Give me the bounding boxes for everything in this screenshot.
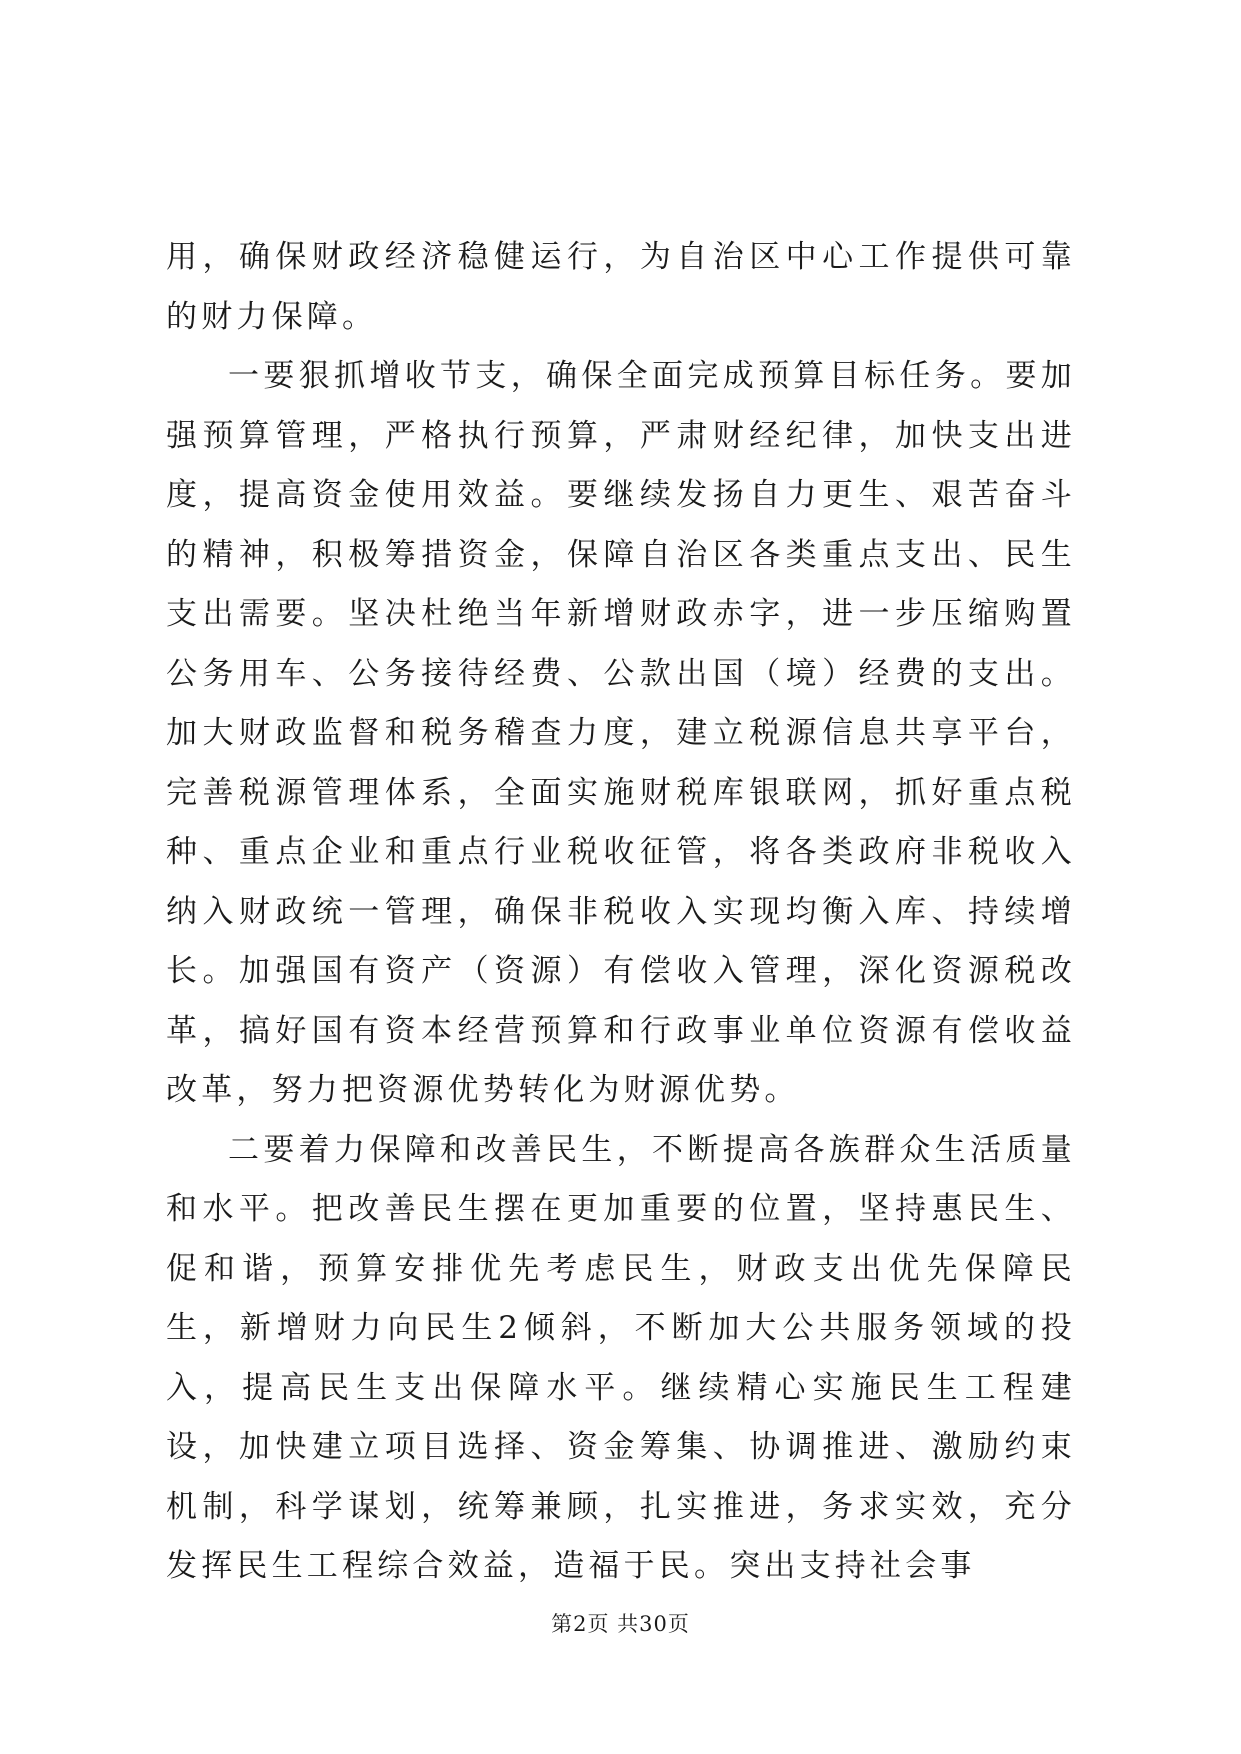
page-footer: 第2页 共30页 xyxy=(551,1612,690,1636)
paragraph-continuation: 用，确保财政经济稳健运行，为自治区中心工作提供可靠的财力保障。 xyxy=(166,239,1076,335)
document-body xyxy=(166,228,1076,1597)
paragraph-livelihood: 二要着力保障和改善民生，不断提高各族群众生活质量和水平。把改善民生摆在更加重要的位置，坚持惠民生、促和谐，预算安排优先考虑民生，财政支出优先保障民生，新增财力向民生2倾斜，不断加大公共服务领域的投入，提高民生支出保障水平。继续精心实施民生工程建设，加快建立项目选择、资金筹集、协调推进、激励约束机制，科学谋划，统筹兼顾，扎实推进，务求实效，充分发挥民生工程综合效益，造福于民。突出支持社会事 xyxy=(166,1131,1076,1584)
paragraph-revenue: 一要狠抓增收节支，确保全面完成预算目标任务。要加强预算管理，严格执行预算，严肃财经纪律，加快支出进度，提高资金使用效益。要继续发扬自力更生、艰苦奋斗的精神，积极筹措资金，保障自治区各类重点支出、民生支出需要。坚决杜绝当年新增财政赤字，进一步压缩购置公务用车、公务接待经费、公款出国（境）经费的支出。加大财政监督和税务稽查力度，建立税源信息共享平台，完善税源管理体系，全面实施财税库银联网，抓好重点税种、重点企业和重点行业税收征管，将各类政府非税收入纳入财政统一管理，确保非税收入实现均衡入库、持续增长。加强国有资产（资源）有偿收入管理，深化资源税改革，搞好国有资本经营预算和行政事业单位资源有偿收益改革，努力把资源优势转化为财源优势。 xyxy=(166,358,1076,1108)
